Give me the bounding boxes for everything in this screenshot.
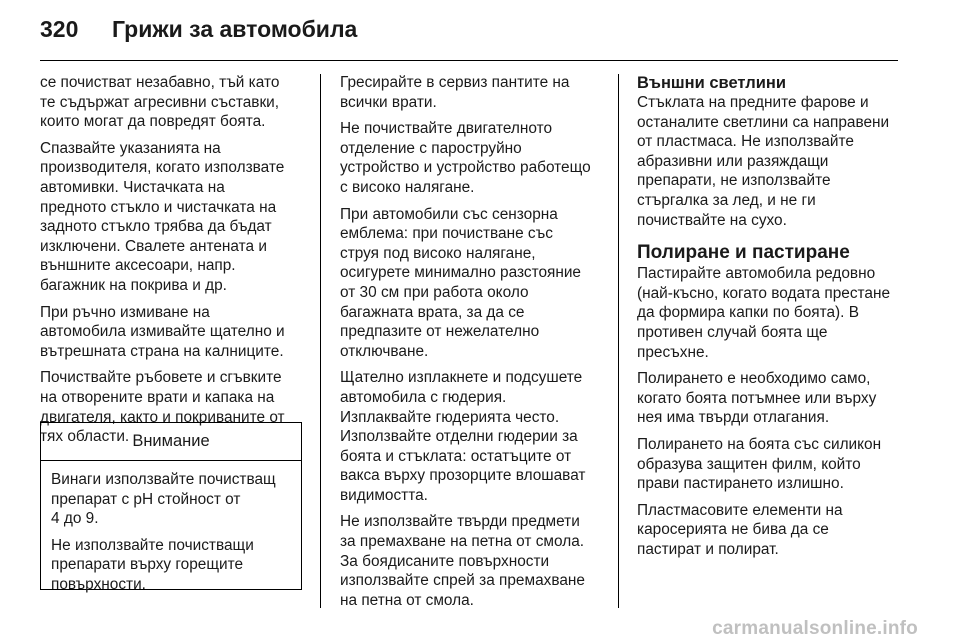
paragraph: Не използвайте твърди предмети за премахване на петна от смола. За боядисаните повърхности използвайте спрей за премахване на петна от смола. bbox=[340, 513, 585, 609]
paragraph: Не почиствайте двигателното отделение с пароструйно устройство и устройство работещо с високо налягане. bbox=[340, 120, 591, 196]
header-rule bbox=[40, 60, 898, 61]
caution-body bbox=[41, 461, 301, 595]
paragraph: Гресирайте в сервиз пантите на всички врати. bbox=[340, 74, 570, 111]
paragraph: При автомобили със сензорна емблема: при почистване със струя под високо налягане, осигурете минимално разстояние от 30 см при работа около багажната врата, за да се предпазите от нежелателно отключване. bbox=[340, 205, 581, 360]
paragraph: Пластмасовите елементи на каросерията не бива да се пастират и полират. bbox=[637, 501, 843, 558]
paragraph: Полирането е необходимо само, когато боята потъмнее или върху нея има твърди отлагания. bbox=[637, 370, 877, 427]
paragraph: Спазвайте указанията на производителя, когато използвате автомивки. Чистачката на предното стъкло и чистачката на задното стъкло трябва да бъдат изключени. Свалете антената и външните аксесоари, напр. багажник на покрива и др. bbox=[40, 139, 285, 294]
caution-paragraph: Винаги използвайте почистващ препарат с pH стойност от 4 до 9. bbox=[51, 471, 276, 528]
column-1 bbox=[40, 73, 308, 454]
column-divider-1 bbox=[320, 74, 321, 608]
caution-heading: Внимание bbox=[41, 423, 301, 461]
column-divider-2 bbox=[618, 74, 619, 608]
paragraph: Стъклата на предните фарове и останалите светлини са направени от пластмаса. Не използвайте абразивни или разяждащи препарати, не използвайте стъргалка за лед, и не ги почиствайте на сухо. bbox=[637, 94, 890, 229]
page-title: Грижи за автомобила bbox=[112, 16, 358, 42]
paragraph: Щателно изплакнете и подсушете автомобила с гюдерия. Изплаквайте гюдерията често. Използвайте отделни гюдерии за боята и стъклата: остатъците от вакса върху прозорците влошават видимостта. bbox=[340, 369, 586, 504]
section-heading-exterior-lights: Външни светлини bbox=[637, 74, 787, 92]
watermark: carmanualsonline.info bbox=[712, 618, 918, 639]
page-header bbox=[40, 16, 920, 56]
paragraph: При ръчно измиване на автомобила измивайте щателно и вътрешната страна на калниците. bbox=[40, 303, 285, 360]
paragraph: Пастирайте автомобила редовно (най-късно, когато водата престане да формира капки по боята). В противен случай боята ще пресъхне. bbox=[637, 265, 891, 361]
caution-paragraph: Не използвайте почистващи препарати върху горещите повърхности. bbox=[51, 536, 254, 593]
paragraph: се почистват незабавно, тъй като те съдържат агресивни съставки, които могат да повредят боята. bbox=[40, 74, 280, 131]
page-number: 320 bbox=[40, 16, 79, 42]
column-2 bbox=[340, 73, 610, 617]
paragraph: Почиствайте ръбовете и сгъвките на отворените врати и капака на двигателя, както и покриваните от тях области. bbox=[40, 369, 285, 446]
caution-box bbox=[40, 422, 302, 593]
section-heading-polishing: Полиране и пастиране bbox=[637, 242, 850, 264]
column-3 bbox=[637, 73, 917, 566]
paragraph: Полирането на боята със силикон образува защитен филм, който прави пастирането излишно. bbox=[637, 435, 882, 493]
